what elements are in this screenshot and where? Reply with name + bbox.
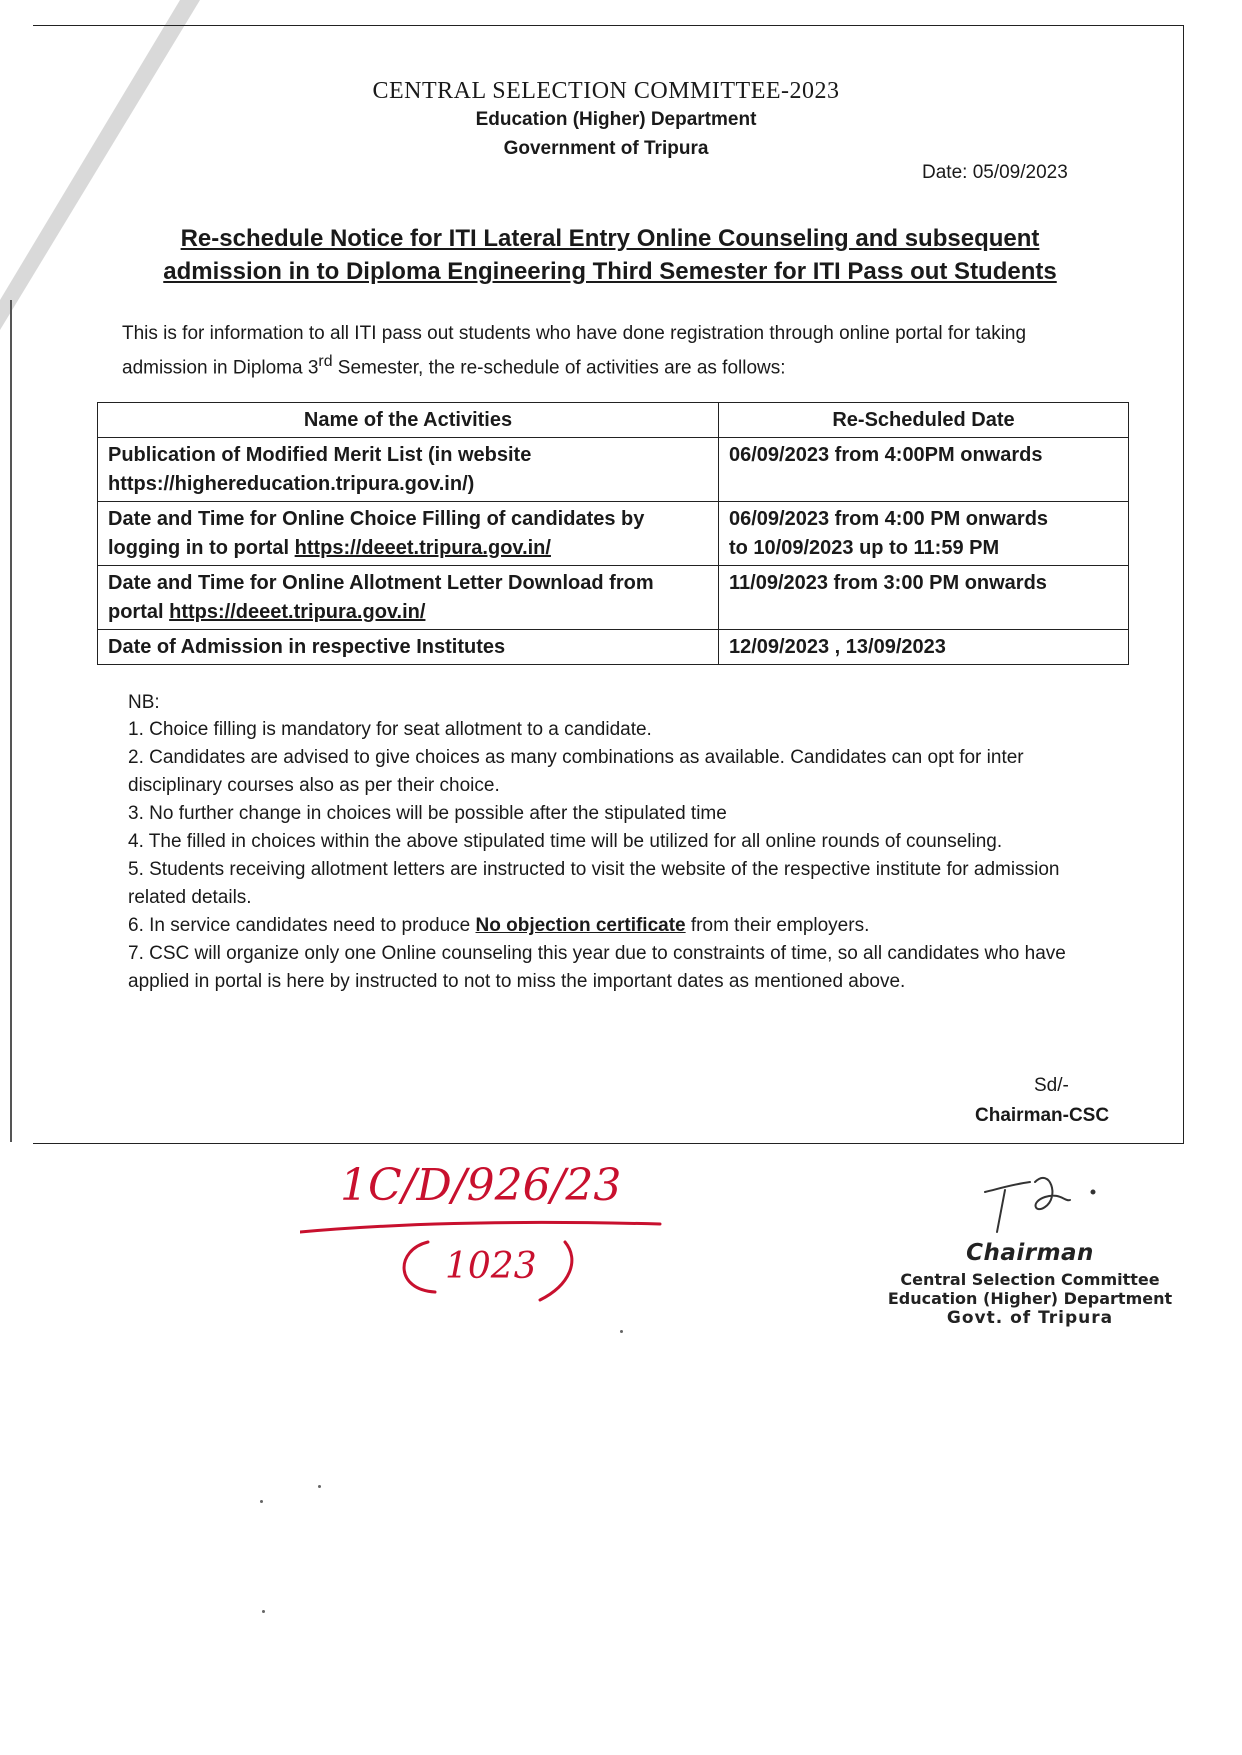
notice-border-left-edge (10, 300, 12, 1142)
stamp-government: Govt. of Tripura (946, 1308, 1114, 1328)
no-objection-certificate-emphasis: No objection certificate (475, 915, 686, 936)
chairman-stamp (880, 1240, 1180, 1328)
activity-text: Date and Time for Online Allotment Letter Download from portal (108, 572, 654, 623)
schedule-table (97, 402, 1129, 665)
activity-text: Publication of Modified Merit List (in website (108, 444, 532, 466)
department-name: Education (Higher) Department (475, 109, 757, 130)
column-header-activity: Name of the Activities (98, 403, 719, 438)
svg-text:1023: 1023 (445, 1246, 537, 1287)
handwritten-reference-note (300, 1150, 680, 1310)
activity-link: https://highereducation.tripura.gov.in/) (108, 473, 475, 495)
table-row (98, 438, 1129, 502)
table-row (98, 566, 1129, 630)
note-item: 7. CSC will organize only one Online counseling this year due to constraints of time, so all candidates who have applied in portal is here by instructed to not to miss the important dates as mentioned above. (128, 943, 1066, 992)
date-cell (719, 502, 1129, 566)
note-item: 3. No further change in choices will be possible after the stipulated time (128, 803, 727, 824)
svg-text:1C/D/926/23: 1C/D/926/23 (340, 1160, 622, 1211)
date-text: 12/09/2023 , 13/09/2023 (729, 636, 946, 658)
activity-link[interactable]: https://deeet.tripura.gov.in/ (169, 601, 426, 623)
government-name: Government of Tripura (503, 138, 709, 159)
note-6-after: from their employers. (685, 915, 870, 936)
scan-speck (620, 1330, 623, 1333)
date-text-line2: to 10/09/2023 up to 11:59 PM (729, 537, 1000, 559)
note-item: 5. Students receiving allotment letters are instructed to visit the website of the respective institute for admission related details. (128, 859, 1060, 908)
activity-text: Date and Time for Online Choice Filling of candidates by logging in to portal (108, 508, 645, 559)
table-header-row (98, 403, 1129, 438)
notice-subject: Re-schedule Notice for ITI Lateral Entry Online Counseling and subsequent admission in to Diploma Engineering Third Semester for ITI Pass out Students (163, 225, 1057, 285)
stamp-title: Chairman (966, 1240, 1094, 1266)
note-6-before: 6. In service candidates need to produce (128, 915, 476, 936)
date-cell (719, 438, 1129, 502)
date-cell (719, 566, 1129, 630)
notes-list (128, 716, 1088, 996)
signed-mark: Sd/- (1034, 1075, 1069, 1096)
table-row (98, 502, 1129, 566)
stamp-department: Education (Higher) Department (887, 1289, 1173, 1308)
signatory-role: Chairman-CSC (975, 1105, 1110, 1126)
activity-cell (98, 630, 719, 665)
intro-superscript: rd (318, 353, 333, 370)
activity-cell (98, 438, 719, 502)
nb-label: NB: (128, 692, 160, 713)
intro-text-part2: Semester, the re-schedule of activities are as follows: (332, 357, 786, 379)
intro-paragraph (122, 320, 1082, 382)
date-text: 06/09/2023 from 4:00 PM onwards (729, 508, 1049, 530)
note-item: 1. Choice filling is mandatory for seat allotment to a candidate. (128, 719, 652, 740)
note-item (128, 912, 1088, 940)
committee-title: CENTRAL SELECTION COMMITTEE-2023 (372, 78, 840, 104)
activity-link[interactable]: https://deeet.tripura.gov.in/ (294, 537, 551, 559)
intro-text-part1: This is for information to all ITI pass out students who have done registration through online portal for taking admission in Diploma 3 (122, 323, 1027, 379)
table-row (98, 630, 1129, 665)
scan-speck (318, 1485, 321, 1488)
activity-text: Date of Admission in respective Institutes (108, 636, 506, 658)
activity-cell (98, 566, 719, 630)
column-header-date: Re-Scheduled Date (719, 403, 1129, 438)
note-item: 4. The filled in choices within the above stipulated time will be utilized for all online rounds of counseling. (128, 831, 1003, 852)
date-text: 11/09/2023 from 3:00 PM onwards (729, 572, 1047, 594)
activity-cell (98, 502, 719, 566)
date-text: 06/09/2023 from 4:00PM onwards (729, 444, 1043, 466)
note-item: 2. Candidates are advised to give choices as many combinations as available. Candidates can opt for inter disciplinary courses also as per their choice. (128, 747, 1024, 796)
scan-speck (260, 1500, 263, 1503)
scan-speck (262, 1610, 265, 1613)
date-cell (719, 630, 1129, 665)
chairman-signature (975, 1162, 1115, 1242)
notice-date: Date: 05/09/2023 (922, 162, 1068, 183)
stamp-committee: Central Selection Committee (900, 1270, 1160, 1289)
